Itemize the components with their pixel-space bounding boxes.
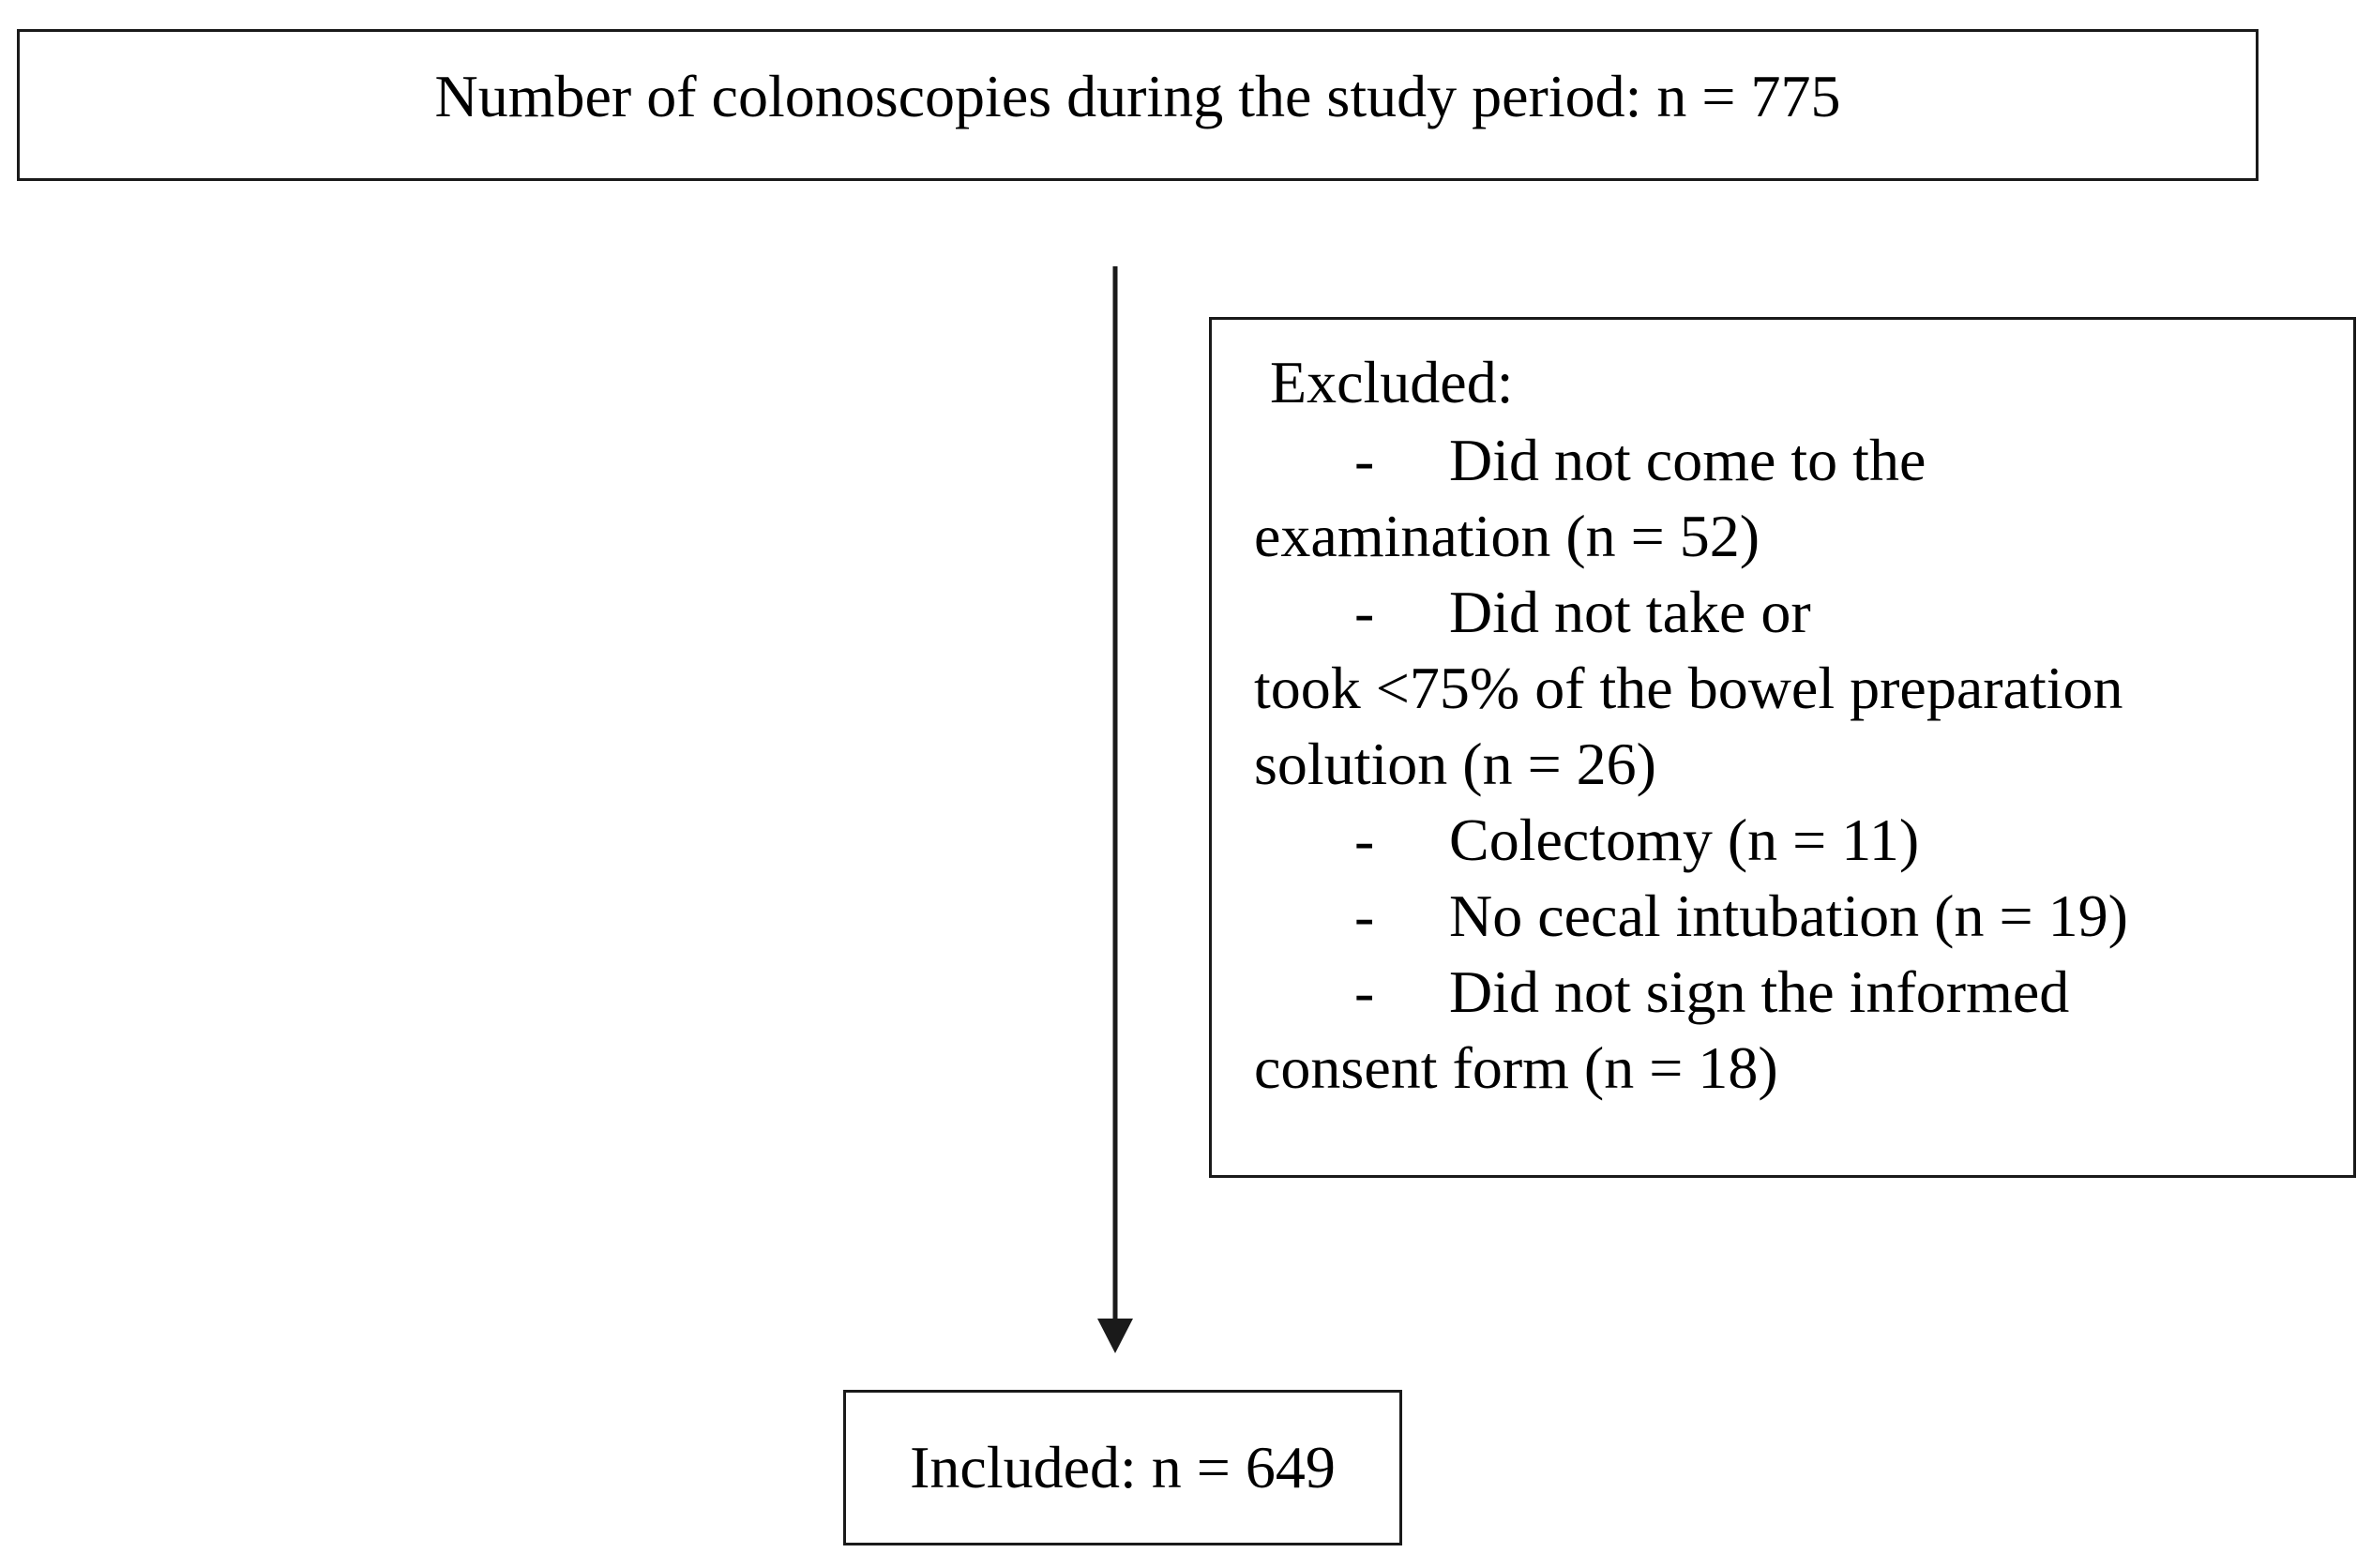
total-colonoscopies-label: Number of colonoscopies during the study period: n = 775 [434, 63, 1841, 129]
excluded-heading: Excluded: [1270, 349, 1514, 415]
excluded-item-consent-line2: consent form (n = 18) [1254, 1034, 1778, 1101]
excluded-item-cecal-intubation: No cecal intubation (n = 19) [1449, 882, 2128, 949]
included-box [843, 1390, 1402, 1545]
excluded-item-bullet: - [1354, 807, 1375, 873]
excluded-item-bullet: - [1354, 579, 1375, 645]
excluded-item-no-show-line2: examination (n = 52) [1254, 503, 1760, 569]
excluded-item-prep-line2: took <75% of the bowel preparation [1254, 655, 2123, 721]
excluded-item-bullet: - [1354, 882, 1375, 949]
arrow-head [1097, 1319, 1133, 1353]
excluded-item-colectomy: Colectomy (n = 11) [1449, 807, 1920, 873]
excluded-item-no-show-line1: Did not come to the [1449, 427, 1926, 493]
excluded-item-bullet: - [1354, 958, 1375, 1025]
excluded-box [1209, 317, 2356, 1178]
included-label: Included: n = 649 [910, 1434, 1336, 1500]
excluded-item-prep-line1: Did not take or [1449, 579, 1811, 645]
excluded-item-consent-line1: Did not sign the informed [1449, 958, 2070, 1025]
excluded-item-bullet: - [1354, 427, 1375, 493]
excluded-item-prep-line3: solution (n = 26) [1254, 731, 1656, 797]
